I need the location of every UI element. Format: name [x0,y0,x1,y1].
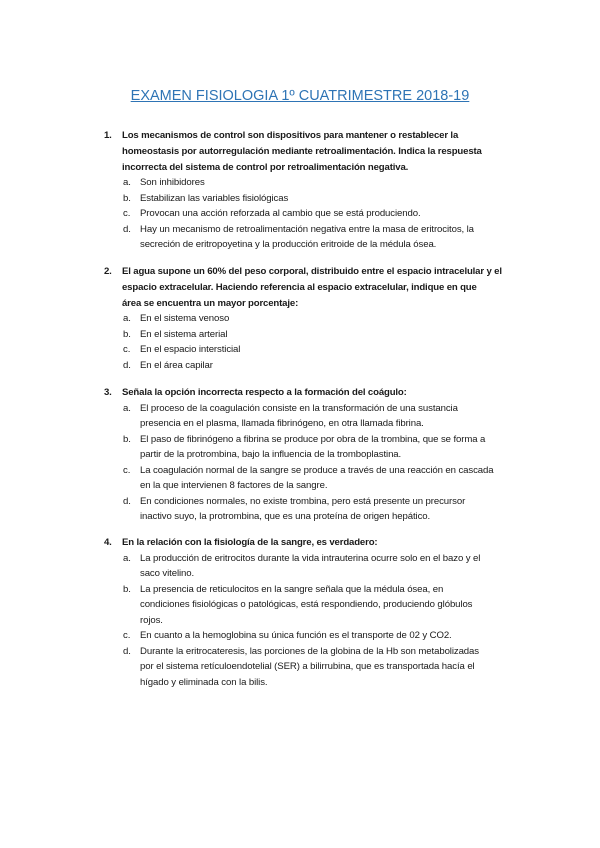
option-text-line: En cuanto a la hemoglobina su única función es el transporte de 02 y CO2. [140,630,452,642]
option-letter: d. [123,645,131,657]
option-text-line: en la que intervienen 8 factores de la sangre. [140,480,328,492]
option-text-line: En el espacio intersticial [140,344,241,356]
question-1 [104,128,524,253]
answer-option [104,582,524,629]
option-letter: d. [123,359,131,371]
option-text-line: presencia en el plasma, llamada fibrinógeno, en otra llamada fibrina. [140,418,424,430]
stem-line: Los mecanismos de control son dispositivos para mantener o restablecer la [122,130,459,141]
answer-option [104,175,524,191]
answer-option [104,191,524,207]
option-text-line: En el sistema venoso [140,313,230,325]
option-text-line: Durante la eritrocateresis, las porciones de la globina de la Hb son metabolizadas [140,645,479,657]
stem-line: El agua supone un 60% del peso corporal, distribuido entre el espacio intracelular y el [122,266,502,277]
question-number: 2. [104,266,112,277]
option-letter: b. [123,583,131,595]
option-text-line: La presencia de reticulocitos en la sangre señala que la médula ósea, en [140,583,444,595]
option-letter: c. [123,208,131,220]
option-text-line: saco vitelino. [140,568,195,580]
option-text-line: Provocan una acción reforzada al cambio que se está produciendo. [140,208,421,220]
option-text-line: condiciones fisiológicas o patológicas, está respondiendo, produciendo glóbulos [140,599,473,611]
option-letter: a. [123,177,131,189]
option-letter: c. [123,464,131,476]
option-text-line: Hay un mecanismo de retroalimentación negativa entre la masa de eritrocitos, la [140,223,474,235]
question-stem [104,264,524,311]
stem-line: Señala la opción incorrecta respecto a la formación del coágulo: [122,387,407,398]
option-text-line: partir de la protrombina, bajo la influencia de la tromboplastina. [140,449,402,461]
option-letter: b. [123,192,131,204]
question-stem [104,385,524,401]
option-text-line: El proceso de la coagulación consiste en la transformación de una sustancia [140,402,458,414]
answer-option [104,327,524,343]
option-letter: c. [123,344,131,356]
question-3 [104,385,524,525]
stem-line: área se encuentra un mayor porcentaje: [122,297,299,309]
option-text-line: secreción de eritropoyetina y la producción eritroide de la médula ósea. [140,239,437,251]
question-4 [104,535,524,690]
question-number: 3. [104,387,112,398]
option-text-line: inactivo suyo, la protrombina, que es una proteína de origen hepático. [140,511,431,523]
question-stem [104,535,524,551]
stem-line: En la relación con la fisiología de la sangre, es verdadero: [122,537,378,548]
answer-option [104,358,524,374]
option-letter: a. [123,552,131,564]
answer-option [104,401,524,432]
option-text-line: En condiciones normales, no existe trombina, pero está presente un precursor [140,495,466,507]
answer-option [104,432,524,463]
answer-option [104,206,524,222]
question-number: 4. [104,537,112,548]
question-stem [104,128,524,175]
option-text-line: El paso de fibrinógeno a fibrina se produce por obra de la trombina, que se forma a [140,433,486,445]
option-text-line: hígado y eliminada con la bilis. [140,676,268,688]
option-text-line: Son inhibidores [140,177,205,189]
option-text-line: La coagulación normal de la sangre se produce a través de una reacción en cascada [140,464,494,476]
option-text-line: La producción de eritrocitos durante la vida intrauterina ocurre solo en el bazo y el [140,552,481,564]
document-title [0,88,600,104]
answer-option [104,222,524,253]
option-text-line: por el sistema retículoendotelial (SER) a bilirrubina, que es transportada hacía el [140,661,475,673]
stem-line: incorrecta del sistema de control por retroalimentación negativa. [122,161,409,173]
option-text-line: En el sistema arterial [140,328,228,340]
title-text: EXAMEN FISIOLOGIA 1º CUATRIMESTRE 2018-19 [130,88,470,104]
stem-line: homeostasis por autorregulación mediante retroalimentación. Indica la respuesta [122,145,482,157]
answer-option [104,628,524,644]
answer-option [104,551,524,582]
answer-option [104,311,524,327]
option-letter: b. [123,328,131,340]
option-letter: c. [123,630,131,642]
option-letter: b. [123,433,131,445]
option-letter: d. [123,495,131,507]
answer-option [104,494,524,525]
option-letter: a. [123,402,131,414]
answer-option [104,342,524,358]
answer-option [104,644,524,691]
answer-option [104,463,524,494]
question-number: 1. [104,130,112,141]
question-2 [104,264,524,373]
option-letter: a. [123,313,131,325]
stem-line: espacio extracelular. Haciendo referencia al espacio extracelular, indique en que [122,281,477,293]
option-text-line: En el área capilar [140,359,213,371]
option-text-line: Estabilizan las variables fisiológicas [140,192,289,204]
option-letter: d. [123,223,131,235]
option-text-line: rojos. [140,614,163,626]
